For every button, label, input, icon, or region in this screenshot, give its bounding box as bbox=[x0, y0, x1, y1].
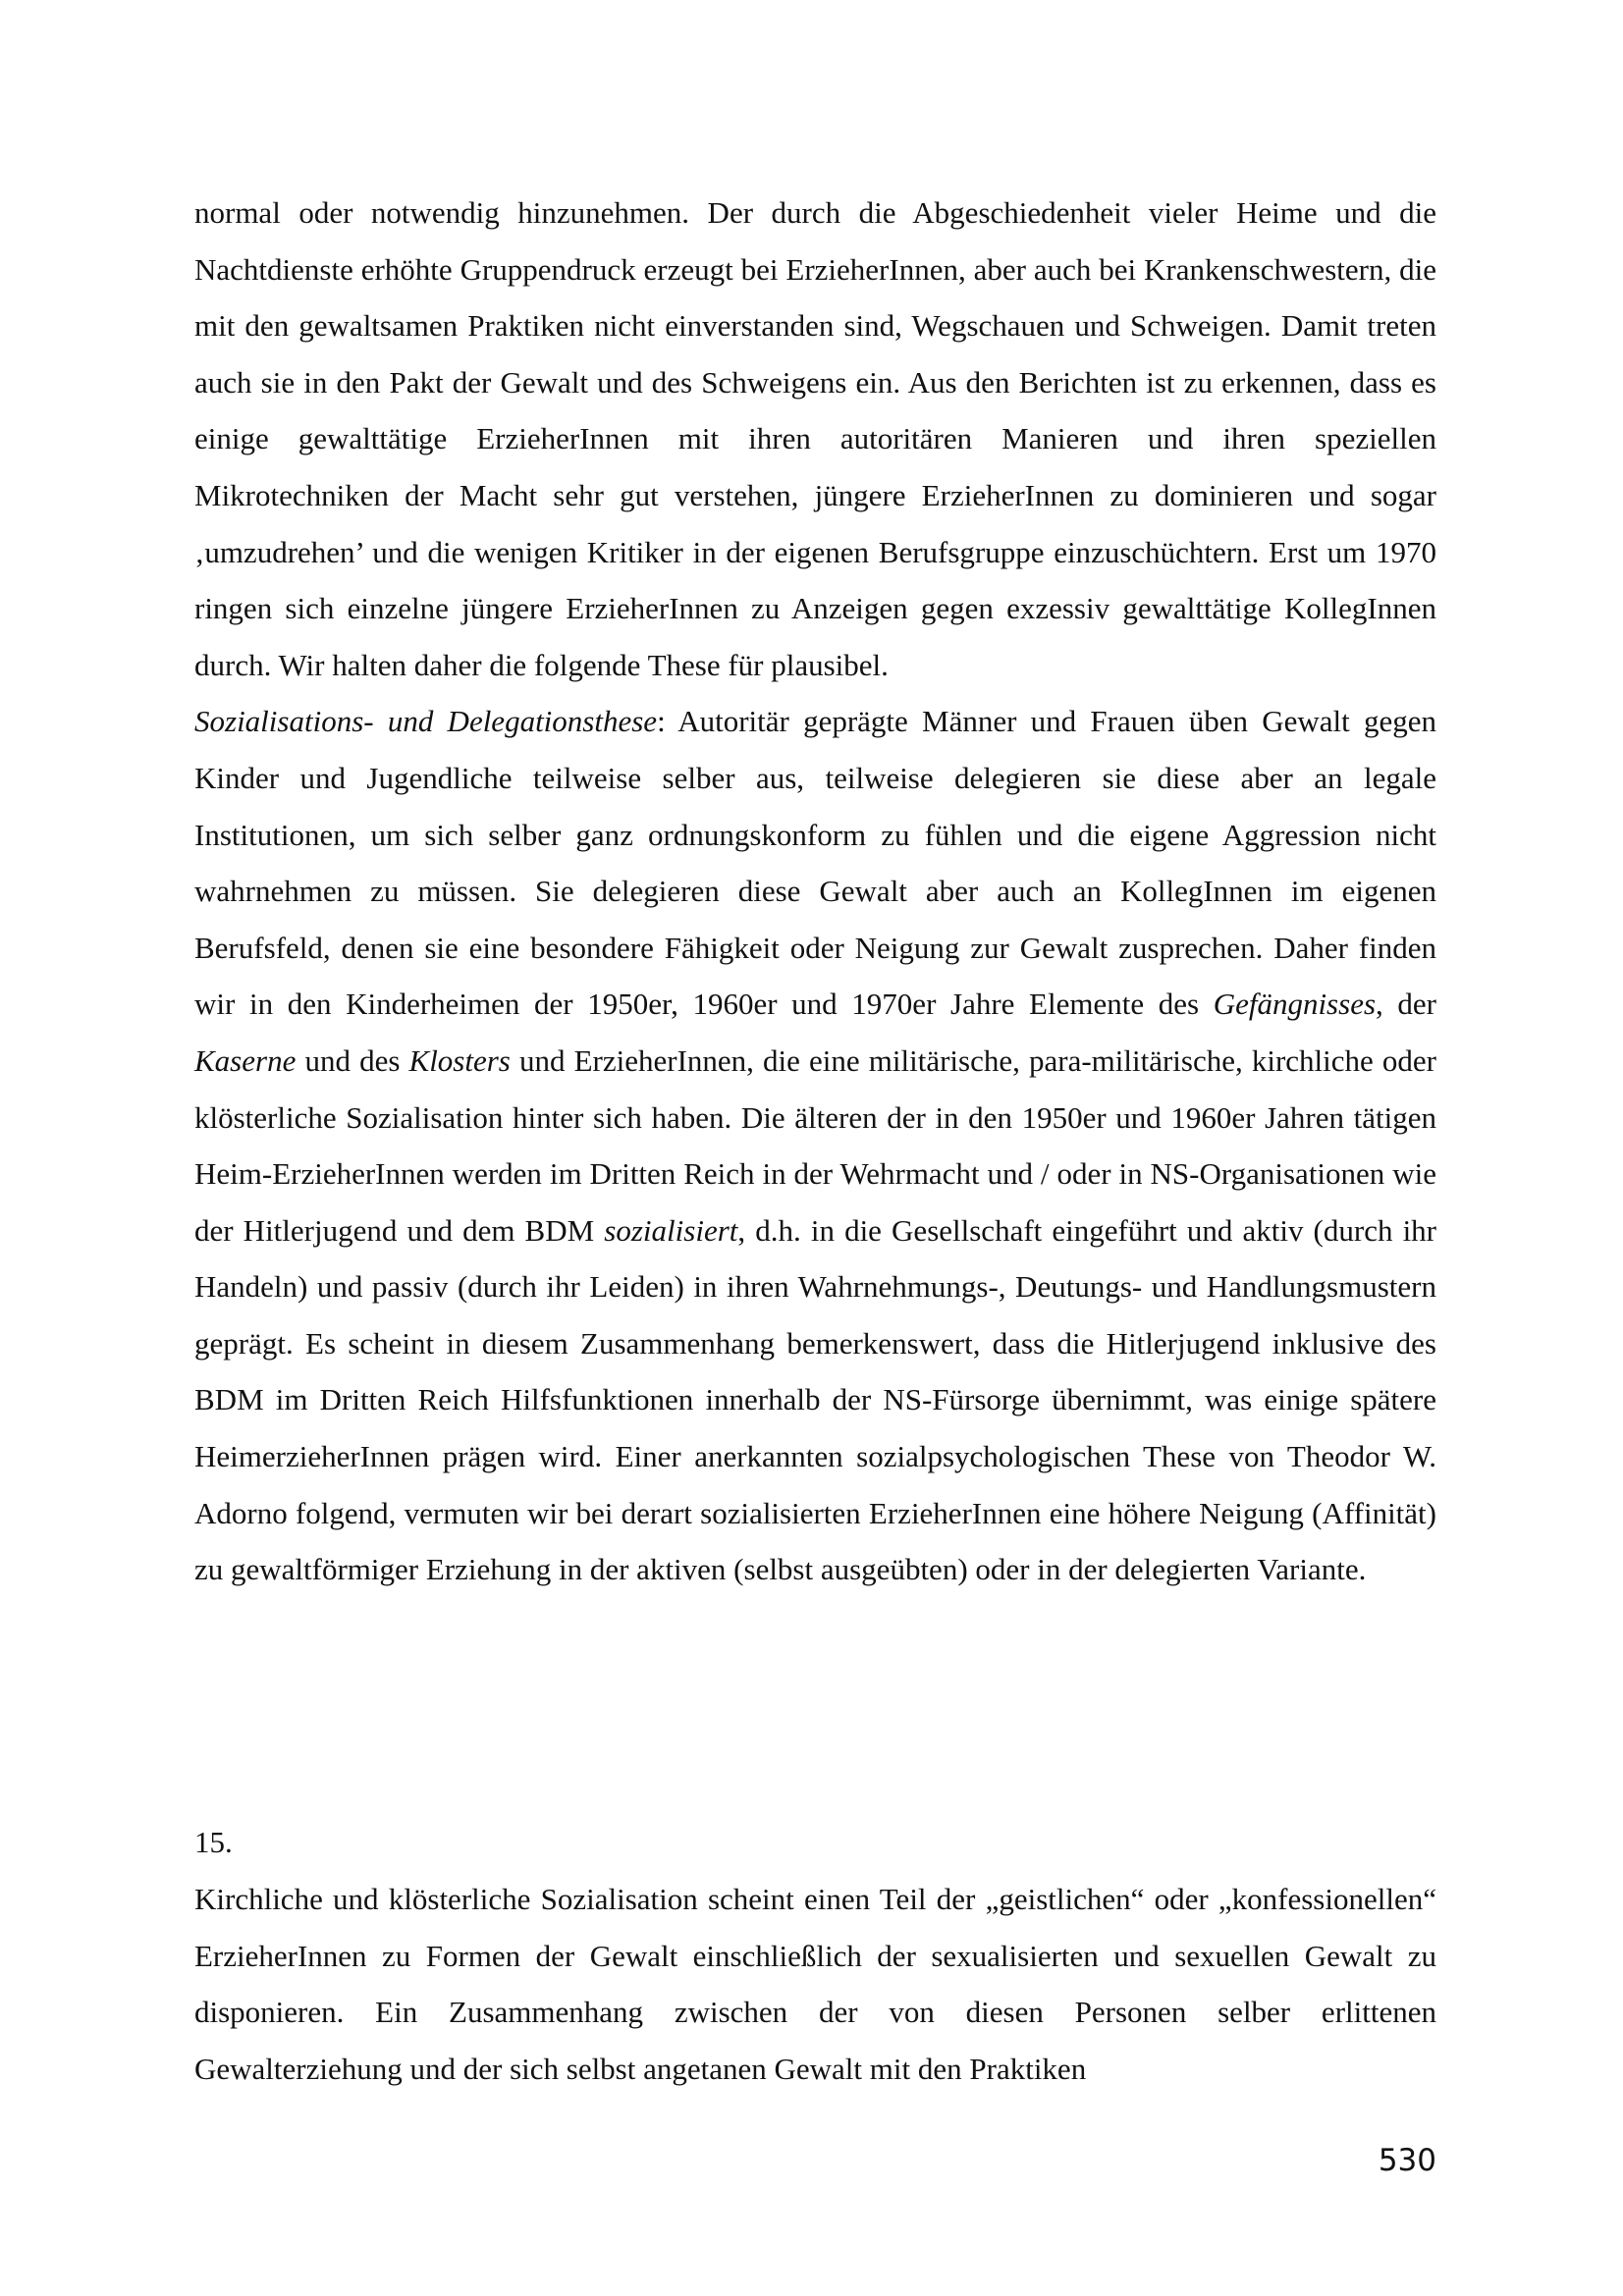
section-text-block bbox=[194, 1871, 1436, 2097]
thesis-text-a: : Autoritär geprägte Männer und Frauen üben Gewalt gegen Kinder und Jugendliche teilweise selber aus, teilweise delegieren sie diese aber an legale Institutionen, um sich selber ganz ordnungskonform zu fühlen und die eigene Aggression nicht wahrnehmen zu müssen. Sie delegieren diese Gewalt aber auch an KollegInnen im eigenen Berufsfeld, denen sie eine besondere Fähigkeit oder Neigung zur Gewalt zusprechen. Daher finden wir in den Kinderheimen der 1950er, 1960er und 1970er Jahre Elemente des bbox=[194, 704, 1436, 1022]
emphasis-gefaengnis: Gefängnisses bbox=[1213, 987, 1377, 1022]
main-text-block bbox=[194, 185, 1436, 1598]
paragraph-thesis bbox=[194, 693, 1436, 1598]
thesis-text-e: , d.h. in die Gesellschaft eingeführt und aktiv (durch ihr Handeln) und passiv (durch ihr Leiden) in ihren Wahrnehmungs-, Deutungs- und Handlungsmustern geprägt. Es scheint in diesem Zusammenhang bemerkenswert, dass die Hitlerjugend inklusive des BDM im Dritten Reich Hilfsfunktionen innerhalb der NS-Fürsorge übernimmt, was einige spätere HeimerzieherInnen prägen wird. Einer anerkannten sozialpsychologischen These von Theodor W. Adorno folgend, vermuten wir bei derart sozialisierten ErzieherInnen eine höhere Neigung (Affinität) zu gewaltförmiger Erziehung in der aktiven (selbst ausgeübten) oder in der delegierten Variante. bbox=[194, 1212, 1437, 1587]
paragraph-section-15: Kirchliche und klösterliche Sozialisation scheint einen Teil der „geistlichen“ oder „konfessionellen“ ErzieherInnen zu Formen der Gewalt einschließlich der sexualisierten und sexuellen Gewalt zu disponieren. Ein Zusammenhang zwischen der von diesen Personen selber erlittenen Gewalterziehung und der sich selbst angetanen Gewalt mit den Praktiken bbox=[194, 1882, 1436, 2086]
thesis-text-b: , der bbox=[1376, 987, 1436, 1022]
section-number: 15. bbox=[194, 1825, 233, 1859]
page-number: 530 bbox=[1378, 2143, 1436, 2178]
thesis-text-c: und des bbox=[296, 1042, 409, 1078]
thesis-text-d: und ErzieherInnen, die eine militärische, para-militärische, kirchliche oder klösterliche Sozialisation hinter sich haben. Die älteren der in den 1950er und 1960er Jahren tätigen Heim-ErzieherInnen werden im Dritten Reich in der Wehrmacht und / oder in NS-Organisationen wie der Hitlerjugend und dem BDM bbox=[194, 1042, 1436, 1248]
thesis-title: Sozialisations- und Delegationsthese bbox=[194, 704, 658, 739]
paragraph-continuation: normal oder notwendig hinzunehmen. Der durch die Abgeschiedenheit vieler Heime und die Nachtdienste erhöhte Gruppendruck erzeugt bei ErzieherInnen, aber auch bei Krankenschwestern, die mit den gewaltsamen Praktiken nicht einverstanden sind, Wegschauen und Schweigen. Damit treten auch sie in den Pakt der Gewalt und des Schweigens ein. Aus den Berichten ist zu erkennen, dass es einige gewalttätige ErzieherInnen mit ihren autoritären Manieren und ihren speziellen Mikrotechniken der Macht sehr gut verstehen, jüngere ErzieherInnen zu dominieren und sogar ‚umzudrehen’ und die wenigen Kritiker in der eigenen Berufsgruppe einzuschüchtern. Erst um 1970 ringen sich einzelne jüngere ErzieherInnen zu Anzeigen gegen exzessiv gewalttätige KollegInnen durch. Wir halten daher die folgende These für plausibel. bbox=[194, 195, 1436, 682]
emphasis-kaserne: Kaserne bbox=[194, 1042, 297, 1078]
emphasis-kloster: Klosters bbox=[408, 1042, 511, 1078]
emphasis-sozialisiert: sozialisiert bbox=[604, 1212, 738, 1248]
section-heading-block bbox=[194, 1814, 1436, 1871]
